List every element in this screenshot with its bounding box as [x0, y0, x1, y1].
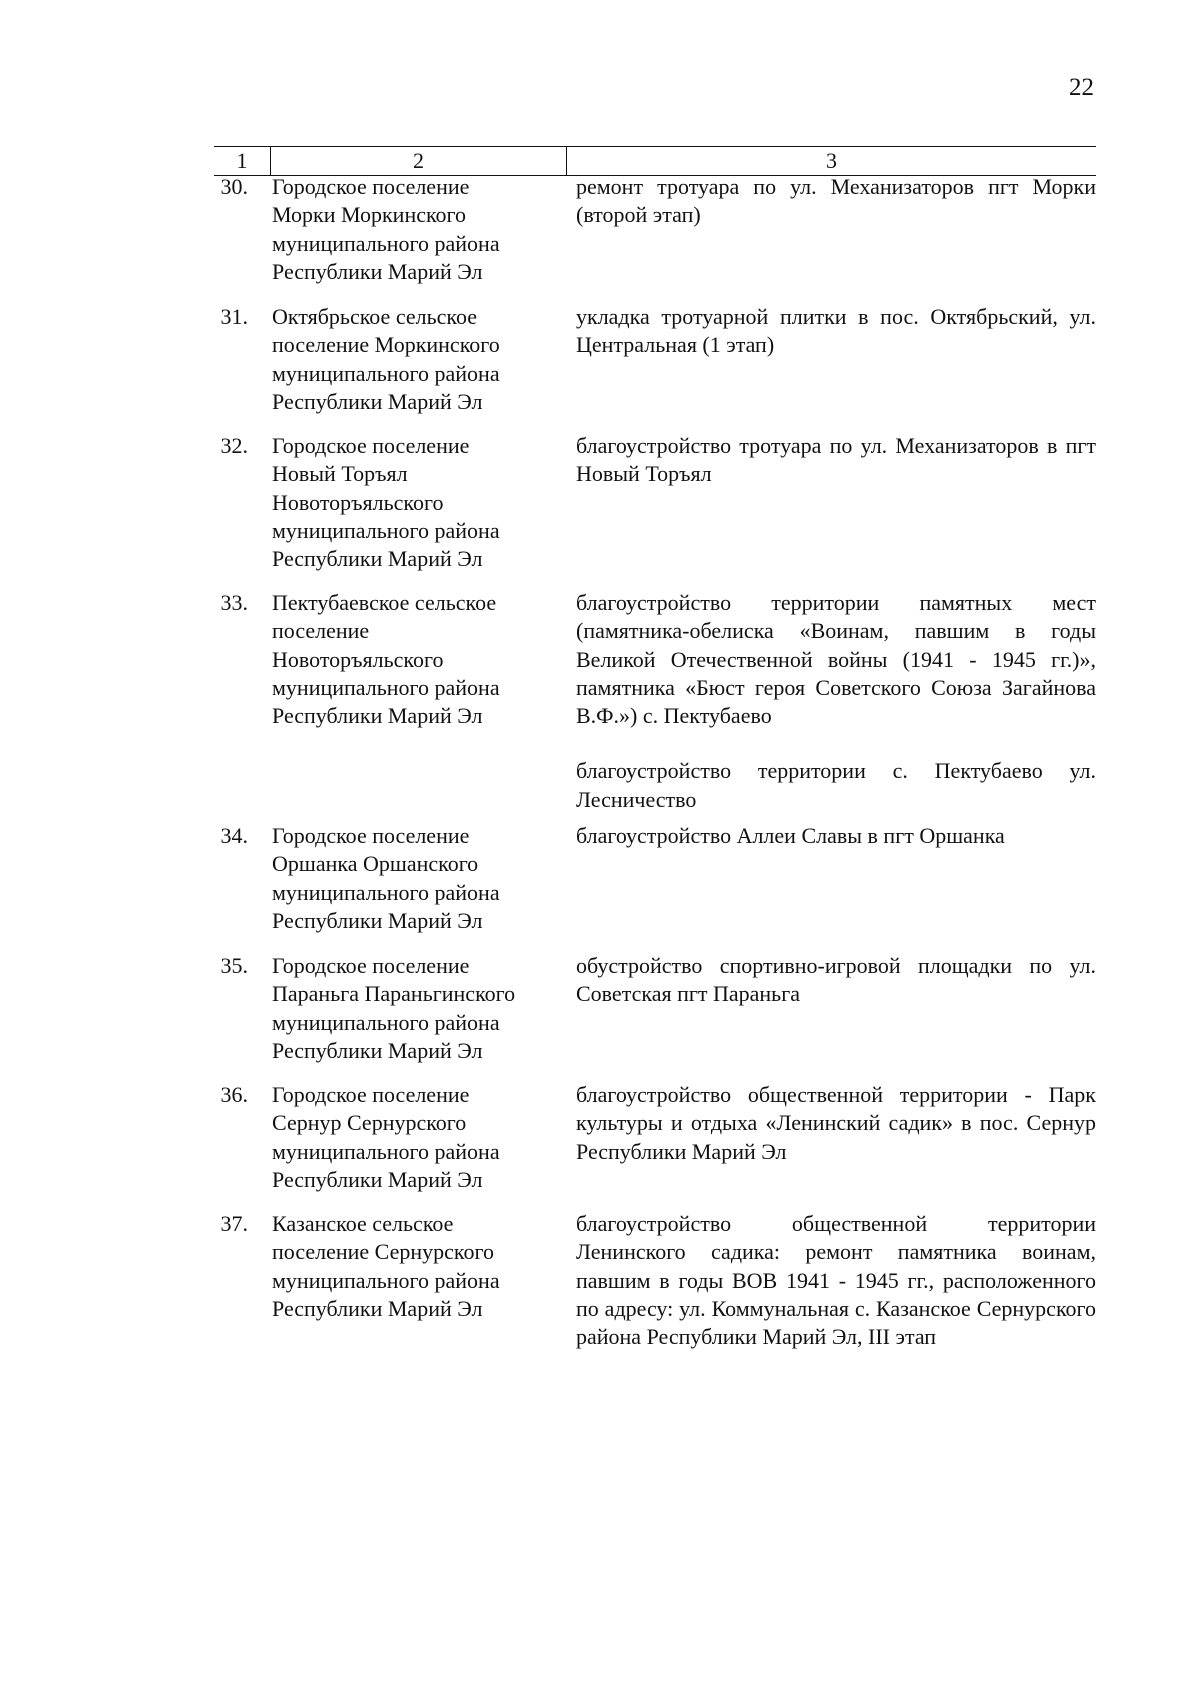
settlement-name: Городское поселение Новый Торъял Новоторъяльского муниципального района Республики Марий Эл [272, 433, 500, 572]
row-number: 37. [220, 1211, 248, 1236]
work-description-cell [566, 1081, 1096, 1194]
work-description: благоустройство территории с. Пектубаево ул. Лесничество [576, 758, 1096, 812]
work-description-cell [566, 1210, 1096, 1351]
table-row [214, 952, 1096, 1065]
table-row [214, 173, 1096, 286]
table-row [214, 303, 1096, 416]
work-description: ремонт тротуара по ул. Механизаторов пгт Морки (второй этап) [576, 174, 1096, 228]
column-header-3: 3 [566, 147, 1096, 175]
settlement-name: Городское поселение Морки Моркинского муниципального района Республики Марий Эл [272, 174, 500, 284]
row-number: 30. [220, 174, 248, 199]
work-description-cell [566, 432, 1096, 573]
work-description: благоустройство территории памятных мест (памятника-обелиска «Воинам, павшим в годы Великой Отечественной войны (1941 - 1945 гг.)», памятника «Бюст героя Советского Союза Загайнова В.Ф.») с. Пектубаево [576, 590, 1096, 729]
row-number: 33. [220, 590, 248, 615]
table-row [214, 1081, 1096, 1194]
column-header-2: 2 [270, 147, 566, 175]
work-description: обустройство спортивно-игровой площадки по ул. Советская пгт Параньга [576, 953, 1096, 1007]
work-description: благоустройство общественной территории Ленинского садика: ремонт памятника воинам, павшим в годы ВОВ 1941 - 1945 гг., расположенного по адресу: ул. Коммунальная с. Казанское Сернурского района Республики Марий Эл, III этап [576, 1211, 1096, 1350]
work-description-cell [566, 952, 1096, 1065]
row-number: 36. [220, 1082, 248, 1107]
work-description: укладка тротуарной плитки в пос. Октябрьский, ул. Центральная (1 этап) [576, 304, 1096, 358]
table-header-row [214, 146, 1096, 176]
settlement-name: Городское поселение Сернур Сернурского муниципального района Республики Марий Эл [272, 1082, 500, 1192]
work-description: благоустройство общественной территории - Парк культуры и отдыха «Ленинский садик» в пос. Сернур Республики Марий Эл [576, 1082, 1096, 1164]
row-number: 34. [220, 823, 248, 848]
table-row [214, 432, 1096, 573]
work-description-cell [566, 589, 1096, 814]
work-description: благоустройство тротуара по ул. Механизаторов в пгт Новый Торъял [576, 433, 1096, 487]
settlement-name: Казанское сельское поселение Сернурского муниципального района Республики Марий Эл [272, 1211, 500, 1321]
settlement-name: Городское поселение Оршанка Оршанского муниципального района Республики Марий Эл [272, 823, 500, 933]
settlement-name: Пектубаевское сельское поселение Новоторъяльского муниципального района Республики Марий Эл [272, 590, 500, 729]
table-row [214, 1210, 1096, 1351]
column-header-1: 1 [236, 148, 248, 173]
work-description-cell [566, 822, 1096, 935]
row-number: 35. [220, 953, 248, 978]
settlement-name: Октябрьское сельское поселение Моркинского муниципального района Республики Марий Эл [272, 304, 500, 414]
table-row [214, 589, 1096, 814]
settlement-name: Городское поселение Параньга Параньгинского муниципального района Республики Марий Эл [272, 953, 516, 1063]
projects-table [214, 146, 1096, 1350]
work-description-cell [566, 173, 1096, 286]
page-number: 22 [1069, 74, 1094, 101]
row-number: 31. [220, 304, 248, 329]
work-description: благоустройство Аллеи Славы в пгт Оршанка [576, 823, 1005, 848]
table-row [214, 822, 1096, 935]
work-description-cell [566, 303, 1096, 416]
row-number: 32. [220, 433, 248, 458]
